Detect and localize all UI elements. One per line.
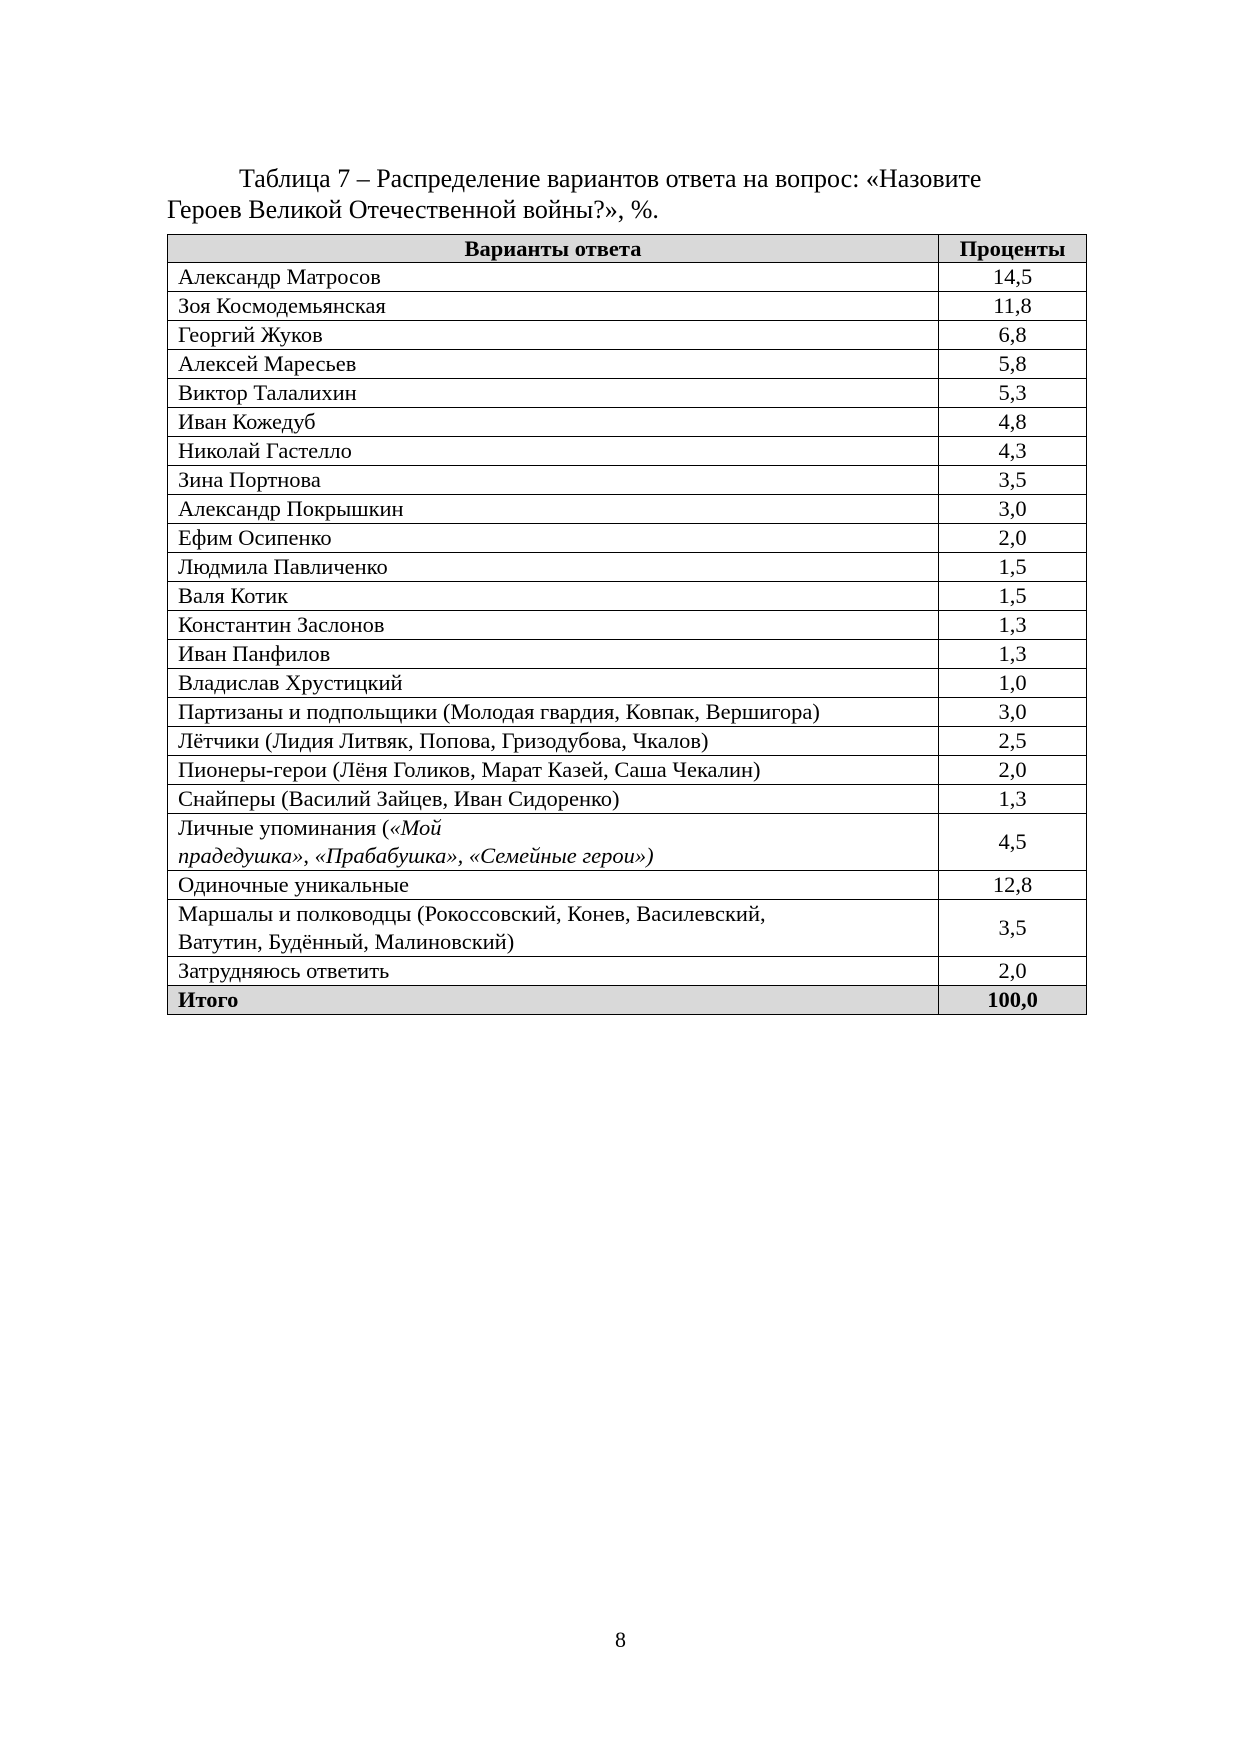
answer-percent: 5,3 xyxy=(939,379,1087,408)
page-number: 8 xyxy=(615,1627,626,1652)
table-row xyxy=(168,466,1087,495)
answer-percent: 4,5 xyxy=(939,814,1087,871)
caption-line-2: Героев Великой Отечественной войны?», %. xyxy=(167,195,659,224)
answer-label: Иван Панфилов xyxy=(168,640,939,669)
table-row xyxy=(168,640,1087,669)
answer-label: Пионеры-герои (Лёня Голиков, Марат Казей, Саша Чекалин) xyxy=(168,756,939,785)
answer-percent: 3,0 xyxy=(939,495,1087,524)
answer-percent: 1,3 xyxy=(939,785,1087,814)
answer-label-line-2: Ватутин, Будённый, Малиновский) xyxy=(178,929,515,954)
answer-label: Алексей Маресьев xyxy=(168,350,939,379)
answer-label: Лётчики (Лидия Литвяк, Попова, Гризодубова, Чкалов) xyxy=(168,727,939,756)
answer-percent: 12,8 xyxy=(939,871,1087,900)
table-row xyxy=(168,263,1087,292)
table-row xyxy=(168,495,1087,524)
answer-percent: 3,5 xyxy=(939,466,1087,495)
table-row xyxy=(168,669,1087,698)
table-row xyxy=(168,553,1087,582)
table-row xyxy=(168,698,1087,727)
table-row xyxy=(168,350,1087,379)
table-row xyxy=(168,785,1087,814)
table-row xyxy=(168,408,1087,437)
table-row xyxy=(168,292,1087,321)
answer-percent: 1,5 xyxy=(939,553,1087,582)
answer-percent: 1,3 xyxy=(939,640,1087,669)
answer-label-italic: «Прабабушка», «Семейные герои») xyxy=(314,843,654,868)
answer-label-line-1: Маршалы и полководцы (Рокоссовский, Конев, Василевский, xyxy=(178,901,766,926)
answer-percent: 1,5 xyxy=(939,582,1087,611)
table-row xyxy=(168,900,1087,957)
answer-label: Александр Матросов xyxy=(168,263,939,292)
answer-label xyxy=(168,900,939,957)
answer-label: Затрудняюсь ответить xyxy=(168,957,939,986)
table-row xyxy=(168,321,1087,350)
answer-label: Георгий Жуков xyxy=(168,321,939,350)
answer-percent: 4,8 xyxy=(939,408,1087,437)
answer-label: Владислав Хрустицкий xyxy=(168,669,939,698)
answer-label: Виктор Талалихин xyxy=(168,379,939,408)
table-header-row xyxy=(168,235,1087,263)
total-percent: 100,0 xyxy=(939,986,1087,1015)
answer-percent: 6,8 xyxy=(939,321,1087,350)
answer-label xyxy=(168,814,939,871)
answer-label: Зина Портнова xyxy=(168,466,939,495)
header-percent: Проценты xyxy=(939,235,1087,263)
table-row xyxy=(168,814,1087,871)
table-row xyxy=(168,379,1087,408)
answer-percent: 14,5 xyxy=(939,263,1087,292)
table-row xyxy=(168,727,1087,756)
answer-percent: 2,0 xyxy=(939,957,1087,986)
answer-percent: 2,5 xyxy=(939,727,1087,756)
answer-label-prefix: Личные упоминания ( xyxy=(178,815,390,840)
table-row xyxy=(168,437,1087,466)
answer-label: Николай Гастелло xyxy=(168,437,939,466)
header-answer: Варианты ответа xyxy=(168,235,939,263)
answer-label-separator: , xyxy=(303,843,315,868)
answer-label: Александр Покрышкин xyxy=(168,495,939,524)
answer-percent: 2,0 xyxy=(939,524,1087,553)
table-row xyxy=(168,524,1087,553)
table-row xyxy=(168,756,1087,785)
answer-label-italic: прадедушка» xyxy=(178,843,304,868)
answers-table xyxy=(167,234,1087,1015)
answer-label: Иван Кожедуб xyxy=(168,408,939,437)
answer-percent: 3,0 xyxy=(939,698,1087,727)
caption-line-1: Таблица 7 – Распределение вариантов ответа на вопрос: «Назовите xyxy=(239,164,982,193)
answer-label: Снайперы (Василий Зайцев, Иван Сидоренко) xyxy=(168,785,939,814)
answer-label: Валя Котик xyxy=(168,582,939,611)
answer-percent: 4,3 xyxy=(939,437,1087,466)
table-row xyxy=(168,957,1087,986)
table-row xyxy=(168,611,1087,640)
answer-percent: 3,5 xyxy=(939,900,1087,957)
answer-percent: 1,0 xyxy=(939,669,1087,698)
answer-label: Людмила Павличенко xyxy=(168,553,939,582)
total-label: Итого xyxy=(168,986,939,1015)
answer-label: Константин Заслонов xyxy=(168,611,939,640)
answer-label: Партизаны и подпольщики (Молодая гвардия, Ковпак, Вершигора) xyxy=(168,698,939,727)
answer-percent: 1,3 xyxy=(939,611,1087,640)
answer-label: Зоя Космодемьянская xyxy=(168,292,939,321)
table-row xyxy=(168,582,1087,611)
answer-label: Ефим Осипенко xyxy=(168,524,939,553)
answer-percent: 11,8 xyxy=(939,292,1087,321)
answer-percent: 5,8 xyxy=(939,350,1087,379)
table-total-row xyxy=(168,986,1087,1015)
answer-percent: 2,0 xyxy=(939,756,1087,785)
table-row xyxy=(168,871,1087,900)
table-caption xyxy=(167,163,1087,225)
answer-label: Одиночные уникальные xyxy=(168,871,939,900)
answer-label-italic: «Мой xyxy=(389,815,442,840)
